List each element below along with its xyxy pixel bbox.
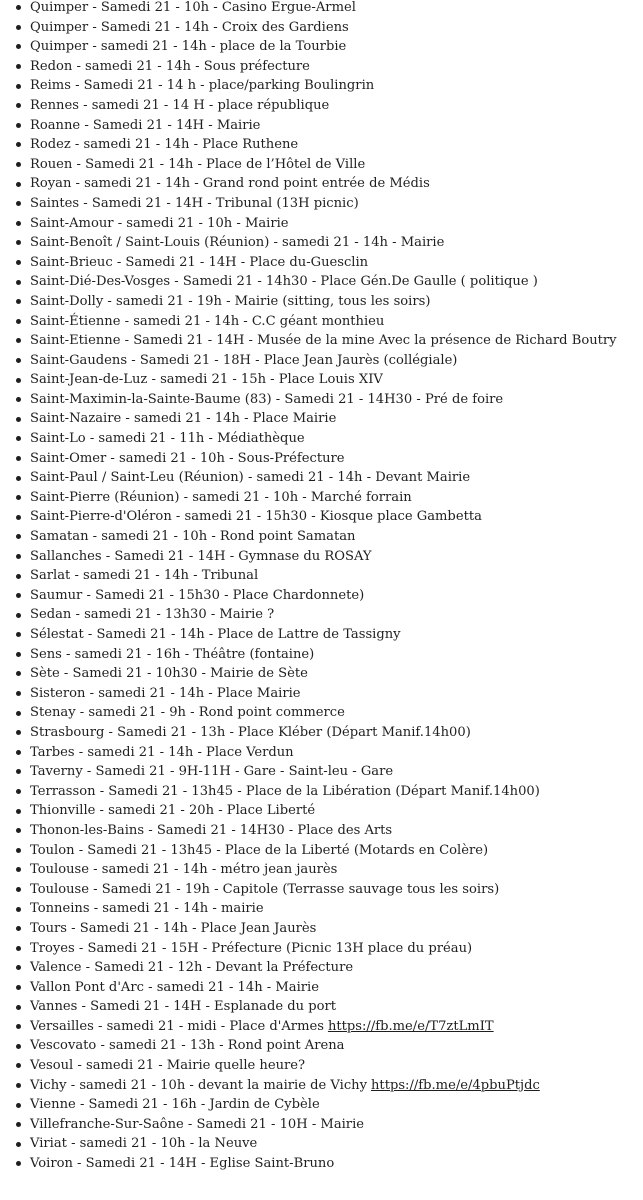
bullet-icon xyxy=(16,123,21,128)
list-item xyxy=(12,978,637,998)
list-item xyxy=(12,880,637,900)
list-item-text: Voiron - Samedi 21 - 14H - Eglise Saint-Bruno xyxy=(30,1156,335,1172)
bullet-icon xyxy=(16,221,21,226)
list-item-text: Saint-Etienne - Samedi 21 - 14H - Musée de la mine Avec la présence de Richard Boutry xyxy=(30,333,617,349)
list-item-text: Saint-Benoît / Saint-Louis (Réunion) - samedi 21 - 14h - Mairie xyxy=(30,235,445,251)
list-item xyxy=(12,96,637,116)
list-item-text: Saint-Dié-Des-Vosges - Samedi 21 - 14h30 - Place Gén.De Gaulle ( politique ) xyxy=(30,274,538,290)
list-item-text: Taverny - Samedi 21 - 9H-11H - Gare - Saint-leu - Gare xyxy=(30,764,394,780)
list-item xyxy=(12,860,637,880)
bullet-icon xyxy=(16,319,21,324)
list-item-text: Reims - Samedi 21 - 14 h - place/parking Boulingrin xyxy=(30,78,375,94)
bullet-icon xyxy=(16,378,21,383)
list-item xyxy=(12,958,637,978)
list-item xyxy=(12,351,637,371)
bullet-icon xyxy=(16,574,21,579)
list-item xyxy=(12,57,637,77)
list-item-text: Saint-Pierre (Réunion) - samedi 21 - 10h - Marché forrain xyxy=(30,489,412,505)
bullet-icon xyxy=(16,1024,21,1029)
list-item-text: Strasbourg - Samedi 21 - 13h - Place Kléber (Départ Manif.14h00) xyxy=(30,724,471,740)
bullet-icon xyxy=(16,64,21,69)
bullet-icon xyxy=(16,534,21,539)
bullet-icon xyxy=(16,769,21,774)
list-item-text: Rennes - samedi 21 - 14 H - place république xyxy=(30,97,330,113)
list-item xyxy=(12,233,637,253)
list-item-text: Rodez - samedi 21 - 14h - Place Ruthene xyxy=(30,137,299,153)
list-item xyxy=(12,488,637,508)
list-item xyxy=(12,18,637,38)
list-item-text: Stenay - samedi 21 - 9h - Rond point commerce xyxy=(30,705,345,721)
list-item xyxy=(12,409,637,429)
list-item xyxy=(12,664,637,684)
list-item-text: Vescovato - samedi 21 - 13h - Rond point Arena xyxy=(30,1038,345,1054)
bullet-icon xyxy=(16,1103,21,1108)
bullet-icon xyxy=(16,946,21,951)
list-item-text: Vichy - samedi 21 - 10h - devant la mairie de Vichy xyxy=(30,1077,367,1093)
bullet-icon xyxy=(16,671,21,676)
list-item xyxy=(12,625,637,645)
list-item xyxy=(12,762,637,782)
bullet-icon xyxy=(16,240,21,245)
bullet-icon xyxy=(16,613,21,618)
list-item-text: Saint-Étienne - samedi 21 - 14h - C.C géant monthieu xyxy=(30,313,385,329)
list-item-text: Sisteron - samedi 21 - 14h - Place Mairie xyxy=(30,685,301,701)
list-item-text: Roanne - Samedi 21 - 14H - Mairie xyxy=(30,117,261,133)
bullet-icon xyxy=(16,260,21,265)
list-item-text: Saint-Amour - samedi 21 - 10h - Mairie xyxy=(30,215,289,231)
list-item xyxy=(12,684,637,704)
bullet-icon xyxy=(16,1083,21,1088)
list-item-text: Vallon Pont d'Arc - samedi 21 - 14h - Mairie xyxy=(30,979,319,995)
list-item xyxy=(12,1115,637,1135)
list-item xyxy=(12,566,637,586)
bullet-icon xyxy=(16,730,21,735)
list-item-text: Saint-Paul / Saint-Leu (Réunion) - samedi 21 - 14h - Devant Mairie xyxy=(30,470,471,486)
bullet-icon xyxy=(16,436,21,441)
list-item-text: Royan - samedi 21 - 14h - Grand rond point entrée de Médis xyxy=(30,176,430,192)
list-item-text: Tonneins - samedi 21 - 14h - mairie xyxy=(30,901,264,917)
list-item xyxy=(12,919,637,939)
bullet-icon xyxy=(16,84,21,89)
list-item xyxy=(12,449,637,469)
bullet-icon xyxy=(16,280,21,285)
bullet-icon xyxy=(16,1005,21,1010)
bullet-icon xyxy=(16,456,21,461)
bullet-icon xyxy=(16,299,21,304)
list-item xyxy=(12,703,637,723)
list-item xyxy=(12,37,637,57)
bullet-icon xyxy=(16,515,21,520)
list-item-text: Rouen - Samedi 21 - 14h - Place de l’Hôtel de Ville xyxy=(30,156,366,172)
list-item-text: Saint-Brieuc - Samedi 21 - 14H - Place du-Guesclin xyxy=(30,254,369,270)
list-item xyxy=(12,468,637,488)
list-item xyxy=(12,1154,637,1174)
list-item xyxy=(12,214,637,234)
list-item xyxy=(12,429,637,449)
list-item xyxy=(12,331,637,351)
bullet-icon xyxy=(16,1142,21,1147)
bullet-icon xyxy=(16,417,21,422)
list-item-text: Sarlat - samedi 21 - 14h - Tribunal xyxy=(30,568,259,584)
list-item-text: Terrasson - Samedi 21 - 13h45 - Place de la Libération (Départ Manif.14h00) xyxy=(30,783,540,799)
list-item xyxy=(12,507,637,527)
bullet-icon xyxy=(16,44,21,49)
list-item xyxy=(12,939,637,959)
list-item xyxy=(12,723,637,743)
list-item xyxy=(12,0,637,18)
list-item-text: Samatan - samedi 21 - 10h - Rond point Samatan xyxy=(30,529,356,545)
list-item-text: Tours - Samedi 21 - 14h - Place Jean Jaurès xyxy=(30,920,317,936)
bullet-icon xyxy=(16,554,21,559)
list-item xyxy=(12,547,637,567)
bullet-icon xyxy=(16,1044,21,1049)
bullet-icon xyxy=(16,652,21,657)
list-item xyxy=(12,1017,637,1037)
list-item-text: Thonon-les-Bains - Samedi 21 - 14H30 - Place des Arts xyxy=(30,822,393,838)
list-item-text: Sens - samedi 21 - 16h - Théâtre (fontaine) xyxy=(30,646,315,662)
bullet-icon xyxy=(16,848,21,853)
list-item xyxy=(12,1095,637,1115)
list-item-text: Tarbes - samedi 21 - 14h - Place Verdun xyxy=(30,744,294,760)
list-item xyxy=(12,997,637,1017)
bullet-icon xyxy=(16,201,21,206)
list-item-text: Toulouse - Samedi 21 - 19h - Capitole (Terrasse sauvage tous les soirs) xyxy=(30,881,500,897)
bullet-icon xyxy=(16,985,21,990)
list-item xyxy=(12,135,637,155)
bullet-icon xyxy=(16,691,21,696)
list-item-text: Saint-Jean-de-Luz - samedi 21 - 15h - Place Louis XIV xyxy=(30,372,383,388)
bullet-icon xyxy=(16,926,21,931)
list-item xyxy=(12,1076,637,1096)
event-list xyxy=(12,0,637,1174)
bullet-icon xyxy=(16,632,21,637)
list-item-text: Toulon - Samedi 21 - 13h45 - Place de la Liberté (Motards en Colère) xyxy=(30,842,489,858)
list-item-text: Saint-Dolly - samedi 21 - 19h - Mairie (sitting, tous les soirs) xyxy=(30,293,431,309)
bullet-icon xyxy=(16,750,21,755)
bullet-icon xyxy=(16,182,21,187)
bullet-icon xyxy=(16,1122,21,1127)
list-item xyxy=(12,194,637,214)
bullet-icon xyxy=(16,5,21,10)
list-item xyxy=(12,801,637,821)
event-link[interactable]: https://fb.me/e/T7ztLmIT xyxy=(327,1018,494,1034)
list-item-text: Quimper - samedi 21 - 14h - place de la Tourbie xyxy=(30,39,347,55)
list-item-text: Vannes - Samedi 21 - 14H - Esplanade du port xyxy=(30,999,337,1015)
list-item-text: Thionville - samedi 21 - 20h - Place Liberté xyxy=(30,803,316,819)
bullet-icon xyxy=(16,476,21,481)
bullet-icon xyxy=(16,907,21,912)
list-item xyxy=(12,292,637,312)
list-item-text: Saumur - Samedi 21 - 15h30 - Place Chardonnete) xyxy=(30,587,365,603)
list-item-text: Valence - Samedi 21 - 12h - Devant la Préfecture xyxy=(30,960,354,976)
bullet-icon xyxy=(16,867,21,872)
list-item xyxy=(12,116,637,136)
list-item-text: Sète - Samedi 21 - 10h30 - Mairie de Sète xyxy=(30,666,308,682)
list-item-text: Quimper - Samedi 21 - 10h - Casino Ergue-Armel xyxy=(30,0,356,15)
bullet-icon xyxy=(16,593,21,598)
list-item-text: Viriat - samedi 21 - 10h - la Neuve xyxy=(30,1136,258,1152)
list-item-text: Quimper - Samedi 21 - 14h - Croix des Gardiens xyxy=(30,19,349,35)
list-item xyxy=(12,390,637,410)
list-item-text: Saint-Pierre-d'Oléron - samedi 21 - 15h30 - Kiosque place Gambetta xyxy=(30,509,482,525)
list-item xyxy=(12,1134,637,1154)
bullet-icon xyxy=(16,828,21,833)
bullet-icon xyxy=(16,809,21,814)
bullet-icon xyxy=(16,358,21,363)
list-item xyxy=(12,605,637,625)
list-item-text: Saint-Omer - samedi 21 - 10h - Sous-Préfecture xyxy=(30,450,345,466)
bullet-icon xyxy=(16,25,21,30)
bullet-icon xyxy=(16,1161,21,1166)
bullet-icon xyxy=(16,103,21,108)
bullet-icon xyxy=(16,495,21,500)
list-item-text: Vienne - Samedi 21 - 16h - Jardin de Cybèle xyxy=(30,1097,320,1113)
bullet-icon xyxy=(16,338,21,343)
list-item-text: Saint-Lo - samedi 21 - 11h - Médiathèque xyxy=(30,431,305,447)
list-item xyxy=(12,1036,637,1056)
list-item-text: Toulouse - samedi 21 - 14h - métro jean jaurès xyxy=(30,862,338,878)
list-item xyxy=(12,76,637,96)
list-item xyxy=(12,253,637,273)
event-link[interactable]: https://fb.me/e/4pbuPtjdc xyxy=(371,1077,540,1093)
bullet-icon xyxy=(16,789,21,794)
list-item-text: Saintes - Samedi 21 - 14H - Tribunal (13H picnic) xyxy=(30,195,359,211)
list-item xyxy=(12,841,637,861)
list-item-text: Villefranche-Sur-Saône - Samedi 21 - 10H - Mairie xyxy=(30,1116,365,1132)
list-item xyxy=(12,586,637,606)
list-item xyxy=(12,370,637,390)
list-item xyxy=(12,899,637,919)
list-item-text: Sélestat - Samedi 21 - 14h - Place de Lattre de Tassigny xyxy=(30,627,401,642)
bullet-icon xyxy=(16,397,21,402)
list-item xyxy=(12,527,637,547)
list-item-text: Saint-Nazaire - samedi 21 - 14h - Place Mairie xyxy=(30,411,337,427)
list-item xyxy=(12,1056,637,1076)
list-item xyxy=(12,155,637,175)
list-item xyxy=(12,782,637,802)
bullet-icon xyxy=(16,887,21,892)
list-item-text: Sallanches - Samedi 21 - 14H - Gymnase du ROSAY xyxy=(30,548,372,564)
list-item xyxy=(12,174,637,194)
list-item-text: Redon - samedi 21 - 14h - Sous préfecture xyxy=(30,58,310,74)
list-item-text: Sedan - samedi 21 - 13h30 - Mairie ? xyxy=(30,607,275,623)
list-item xyxy=(12,645,637,665)
list-item xyxy=(12,312,637,332)
bullet-icon xyxy=(16,142,21,147)
bullet-icon xyxy=(16,965,21,970)
list-item xyxy=(12,272,637,292)
list-item-text: Saint-Gaudens - Samedi 21 - 18H - Place Jean Jaurès (collégiale) xyxy=(30,352,458,368)
list-item-text: Saint-Maximin-la-Sainte-Baume (83) - Samedi 21 - 14H30 - Pré de foire xyxy=(30,391,504,407)
bullet-icon xyxy=(16,162,21,167)
bullet-icon xyxy=(16,1063,21,1068)
list-item-text: Troyes - Samedi 21 - 15H - Préfecture (Picnic 13H place du préau) xyxy=(30,940,473,956)
list-item xyxy=(12,821,637,841)
list-item xyxy=(12,743,637,763)
list-item-text: Vesoul - samedi 21 - Mairie quelle heure? xyxy=(30,1058,306,1074)
bullet-icon xyxy=(16,711,21,716)
list-item-text: Versailles - samedi 21 - midi - Place d'Armes xyxy=(30,1018,324,1034)
